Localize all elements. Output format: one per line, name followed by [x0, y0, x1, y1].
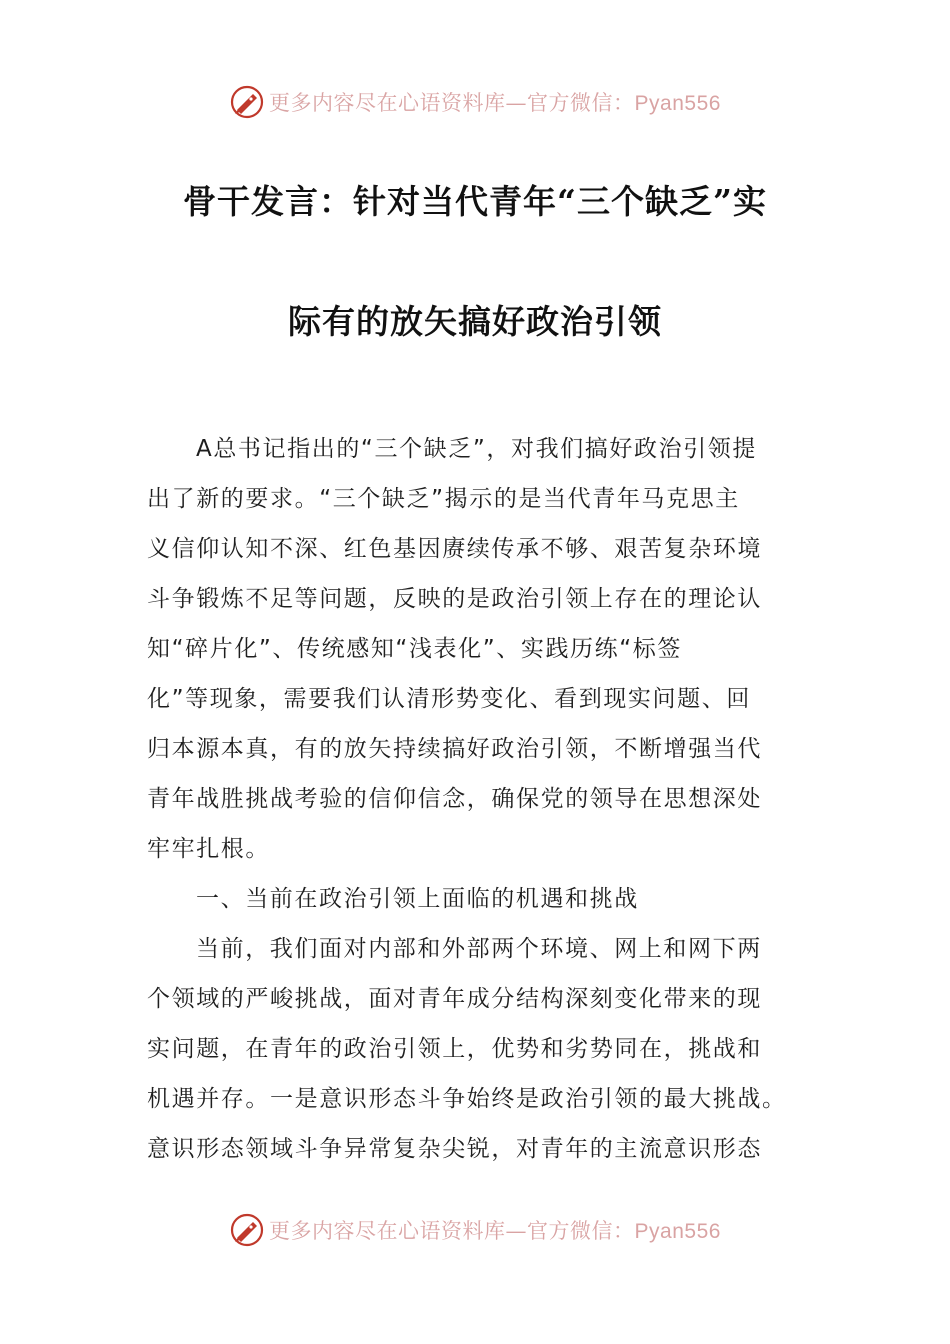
paragraph-line: 当前，我们面对内部和外部两个环境、网上和网下两	[196, 936, 762, 962]
paragraph-line: 个领域的严峻挑战，面对青年成分结构深刻变化带来的现	[147, 986, 762, 1012]
pen-nib-logo-icon	[229, 1212, 265, 1248]
paragraph-line: 牢牢扎根。	[147, 836, 270, 862]
paragraph-line: 意识形态领域斗争异常复杂尖锐，对青年的主流意识形态	[147, 1136, 762, 1162]
paragraph-line: 出了新的要求。“三个缺乏”揭示的是当代青年马克思主	[147, 486, 740, 512]
footer-banner-label: 更多内容尽在心语资料库—官方微信：	[269, 1219, 635, 1243]
paragraph-line: A总书记指出的“三个缺乏”，对我们搞好政治引领提	[196, 436, 757, 462]
header-banner-label: 更多内容尽在心语资料库—官方微信：	[269, 91, 635, 115]
paragraph-line: 知“碎片化”、传统感知“浅表化”、实践历练“标签	[147, 636, 682, 662]
footer-banner-contact: Pyan556	[634, 1220, 721, 1243]
paragraph-line: 青年战胜挑战考验的信仰信念，确保党的领导在思想深处	[147, 786, 762, 812]
section-heading: 一、当前在政治引领上面临的机遇和挑战	[196, 886, 639, 912]
document-body	[147, 424, 807, 1174]
header-banner-text	[269, 87, 721, 117]
header-banner-contact: Pyan556	[634, 92, 721, 115]
paragraph-line: 实问题，在青年的政治引领上，优势和劣势同在，挑战和	[147, 1036, 762, 1062]
document-title-line-1: 骨干发言：针对当代青年“三个缺乏”实	[183, 182, 767, 221]
paragraph-line: 归本源本真，有的放矢持续搞好政治引领，不断增强当代	[147, 736, 762, 762]
header-banner	[0, 80, 950, 124]
paragraph-line: 机遇并存。一是意识形态斗争始终是政治引领的最大挑战。	[147, 1086, 787, 1112]
paragraph-line: 化”等现象，需要我们认清形势变化、看到现实问题、回	[147, 686, 751, 712]
paragraph-line: 义信仰认知不深、红色基因赓续传承不够、艰苦复杂环境	[147, 536, 762, 562]
paragraph-line: 斗争锻炼不足等问题，反映的是政治引领上存在的理论认	[147, 586, 762, 612]
footer-banner-text	[269, 1215, 721, 1245]
footer-banner	[0, 1208, 950, 1252]
document-title-line-2: 际有的放矢搞好政治引领	[288, 302, 662, 341]
pen-nib-logo-icon	[229, 84, 265, 120]
